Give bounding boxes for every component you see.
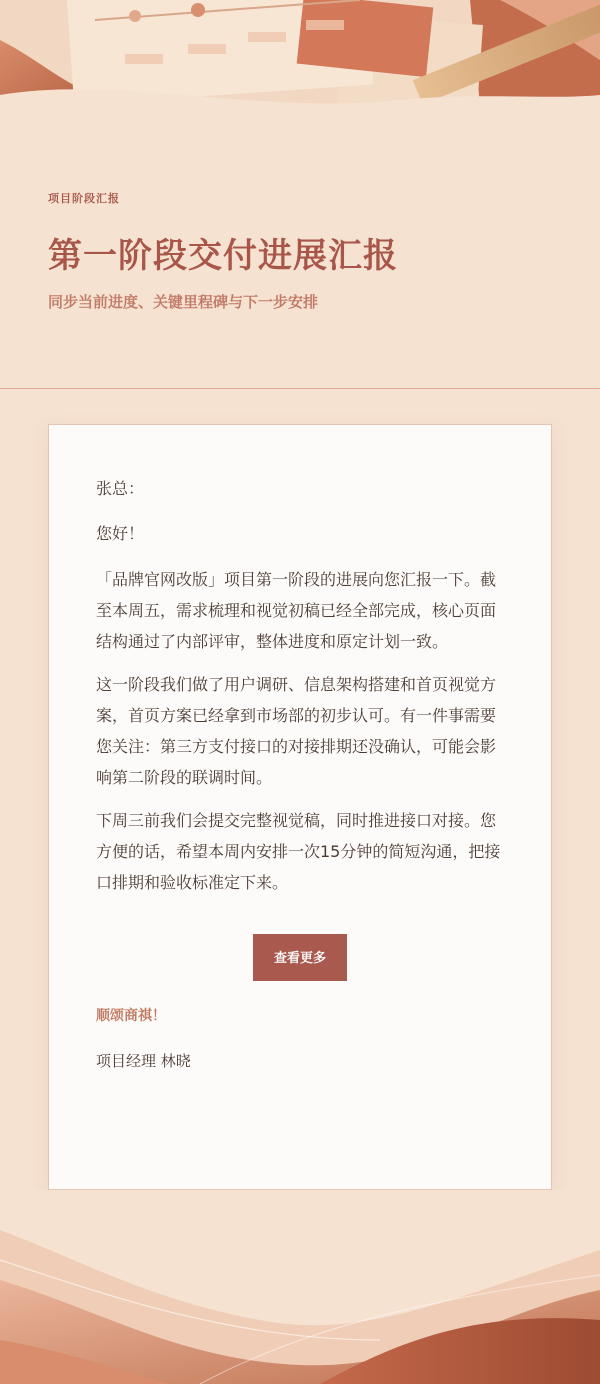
page-subtitle: 同步当前进度、关键里程碑与下一步安排 bbox=[48, 293, 319, 311]
page-title: 第一阶段交付进展汇报 bbox=[48, 236, 398, 276]
cta-container bbox=[96, 934, 504, 981]
letter-paragraph: 「品牌官网改版」项目第一阶段的进展向您汇报一下。截至本周五，需求梳理和视觉初稿已经全部完成，核心页面结构通过了内部评审，整体进度和原定计划一致。 bbox=[96, 570, 497, 651]
hero-illustration bbox=[0, 0, 600, 120]
header-divider bbox=[0, 388, 600, 389]
letter-paragraph: 下周三前我们会提交完整视觉稿，同时推进接口对接。您方便的话，希望本周内安排一次15分钟的简短沟通，把接口排期和验收标准定下来。 bbox=[96, 811, 501, 892]
view-more-button[interactable]: 查看更多 bbox=[253, 934, 347, 981]
letter-greeting: 您好！ bbox=[96, 524, 145, 543]
letter-salutation: 张总： bbox=[96, 479, 145, 498]
letter-signature: 项目经理 林晓 bbox=[96, 1052, 191, 1070]
eyebrow-label: 项目阶段汇报 bbox=[48, 192, 120, 205]
footer-illustration bbox=[0, 1190, 600, 1384]
letter-paragraph: 这一阶段我们做了用户调研、信息架构搭建和首页视觉方案，首页方案已经拿到市场部的初步认可。有一件事需要您关注：第三方支付接口的对接排期还没确认，可能会影响第二阶段的联调时间。 bbox=[96, 675, 497, 787]
letter-card bbox=[48, 424, 552, 1190]
letter-closing: 顺颂商祺！ bbox=[96, 1008, 166, 1024]
page-header bbox=[0, 120, 600, 389]
